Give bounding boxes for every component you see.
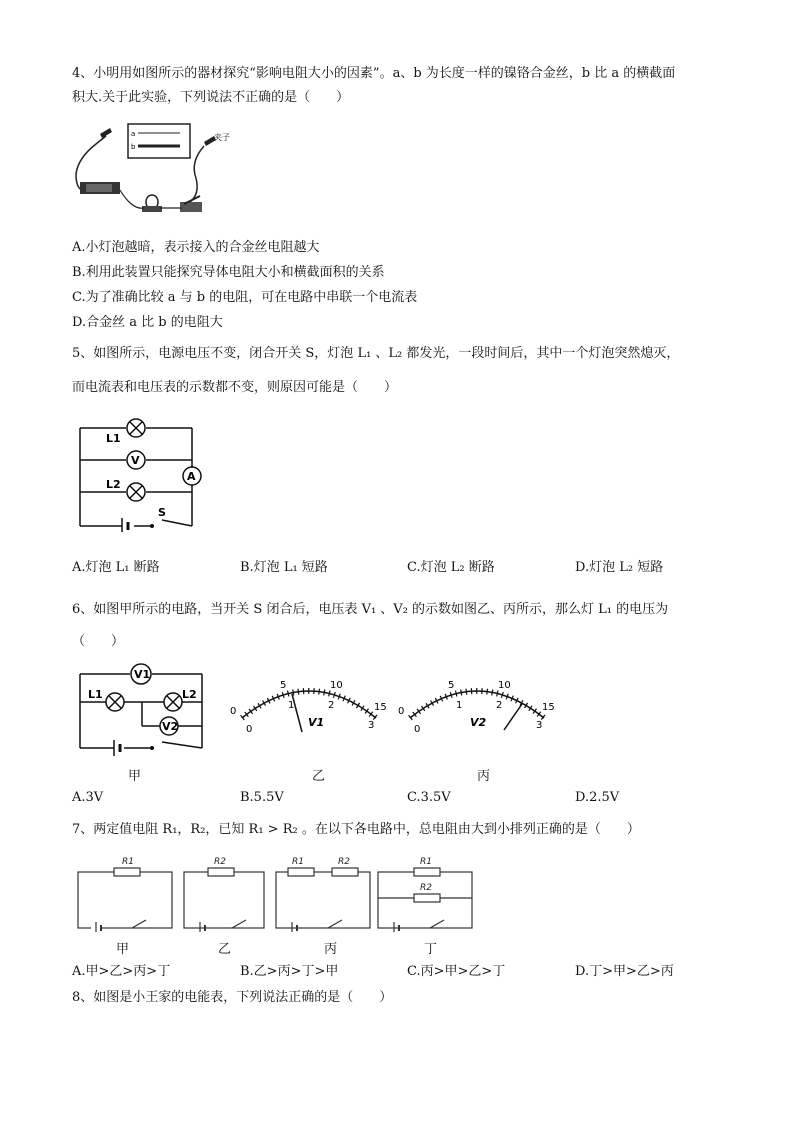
meter2-name: V2 [470,716,487,729]
q6-option-c: C.3.5V [407,790,451,805]
needle-v2 [504,704,522,730]
label-l2: L2 [106,478,121,491]
q5-option-b: B.灯泡 L₁ 短路 [240,560,328,575]
q6-option-a: A.3V [72,790,104,805]
meter1-name: V1 [308,716,325,729]
label-l2: L2 [182,688,197,701]
bottom-tick-0: 0 [414,724,421,735]
q4-stem-line1: 4、小明用如图所示的器材探究“影响电阻大小的因素”。a、b 为长度一样的镍铬合金丝，b 比 a 的横截面 [72,66,676,81]
q7-caption-yi: 乙 [218,942,232,957]
switch-base [180,202,202,212]
bottom-tick-1: 1 [456,700,463,711]
bottom-tick-1: 1 [288,700,295,711]
label-s: S [158,506,166,519]
needle-v1 [292,694,302,732]
q6-option-b: B.5.5V [240,790,284,805]
top-tick-15: 15 [374,702,387,713]
q6-caption-jia: 甲 [128,769,142,784]
circuit-yi [184,872,264,928]
q6-meter-v2 [392,666,562,746]
label-a: A [187,470,196,483]
q7-option-b: B.乙>丙>丁>甲 [240,964,339,979]
ding-r1: R1 [420,857,432,867]
top-tick-0: 0 [398,706,405,717]
label-a: a [131,130,136,138]
q4-option-b: B.利用此装置只能探究导体电阻大小和横截面积的关系 [72,265,385,280]
q7-option-a: A.甲>乙>丙>丁 [72,964,171,979]
yi-r2: R2 [214,857,226,867]
q6-caption-yi: 乙 [312,769,326,784]
top-tick-5: 5 [280,680,287,691]
q7-caption-bing: 丙 [324,942,338,957]
q5-stem-line2: 而电流表和电压表的示数都不变，则原因可能是（ ） [72,380,398,395]
jia-r1: R1 [122,857,134,867]
label-v2: V2 [162,720,179,733]
top-tick-5: 5 [448,680,455,691]
q4-option-d: D.合金丝 a 比 b 的电阻大 [72,315,223,330]
q4-apparatus-figure [72,118,232,218]
q7-option-c: C.丙>甲>乙>丁 [407,964,506,979]
q4-option-a: A.小灯泡越暗，表示接入的合金丝电阻越大 [72,240,320,255]
label-l1: L1 [88,688,103,701]
bottom-tick-2: 2 [328,700,335,711]
q5-option-d: D.灯泡 L₂ 短路 [575,560,664,575]
q6-option-d: D.2.5V [575,790,620,805]
ding-r2: R2 [420,883,432,893]
q5-circuit-figure [72,414,212,532]
q6-stem-line1: 6、如图甲所示的电路，当开关 S 闭合后，电压表 V₁ 、V₂ 的示数如图乙、丙所示，那么灯 L₁ 的电压为 [72,602,669,617]
label-l1: L1 [106,432,121,445]
q6-meter-v1 [224,666,394,746]
q6-stem-line2: （ ） [72,634,125,649]
wire-board [128,124,190,158]
q4-option-c: C.为了准确比较 a 与 b 的电阻，可在电路中串联一个电流表 [72,290,418,305]
q5-stem-line1: 5、如图所示，电源电压不变，闭合开关 S，灯泡 L₁ 、L₂ 都发光，一段时间后，其中一个灯泡突然熄灭， [72,346,680,361]
bing-r1: R1 [292,857,304,867]
q8-stem-line1: 8、如图是小王家的电能表，下列说法正确的是（ ） [72,990,393,1005]
q4-stem-line2: 积大.关于此实验，下列说法不正确的是（ ） [72,90,350,105]
q6-caption-bing: 丙 [477,769,491,784]
label-v: V [131,454,140,467]
circuit-jia [78,872,172,928]
top-tick-15: 15 [542,702,555,713]
top-tick-0: 0 [230,706,237,717]
q7-caption-ding: 丁 [424,942,438,957]
label-clip: 夹子 [214,133,230,142]
circuit-bing [276,872,370,928]
q5-option-a: A.灯泡 L₁ 断路 [72,560,160,575]
q7-caption-jia: 甲 [116,942,130,957]
q7-circuit-figures [76,852,476,932]
bottom-tick-0: 0 [246,724,253,735]
bing-r2: R2 [338,857,350,867]
label-b: b [131,143,136,151]
label-v1: V1 [134,668,151,681]
q5-option-c: C.灯泡 L₂ 断路 [407,560,495,575]
q7-option-d: D.丁>甲>乙>丙 [575,964,674,979]
bottom-tick-3: 3 [368,720,375,731]
top-tick-10: 10 [498,680,511,691]
bottom-tick-2: 2 [496,700,503,711]
q7-stem-line1: 7、两定值电阻 R₁，R₂，已知 R₁ > R₂ 。在以下各电路中，总电阻由大到小排列正确的是（ ） [72,822,640,837]
bottom-tick-3: 3 [536,720,543,731]
q6-circuit-figure [76,662,210,756]
top-tick-10: 10 [330,680,343,691]
